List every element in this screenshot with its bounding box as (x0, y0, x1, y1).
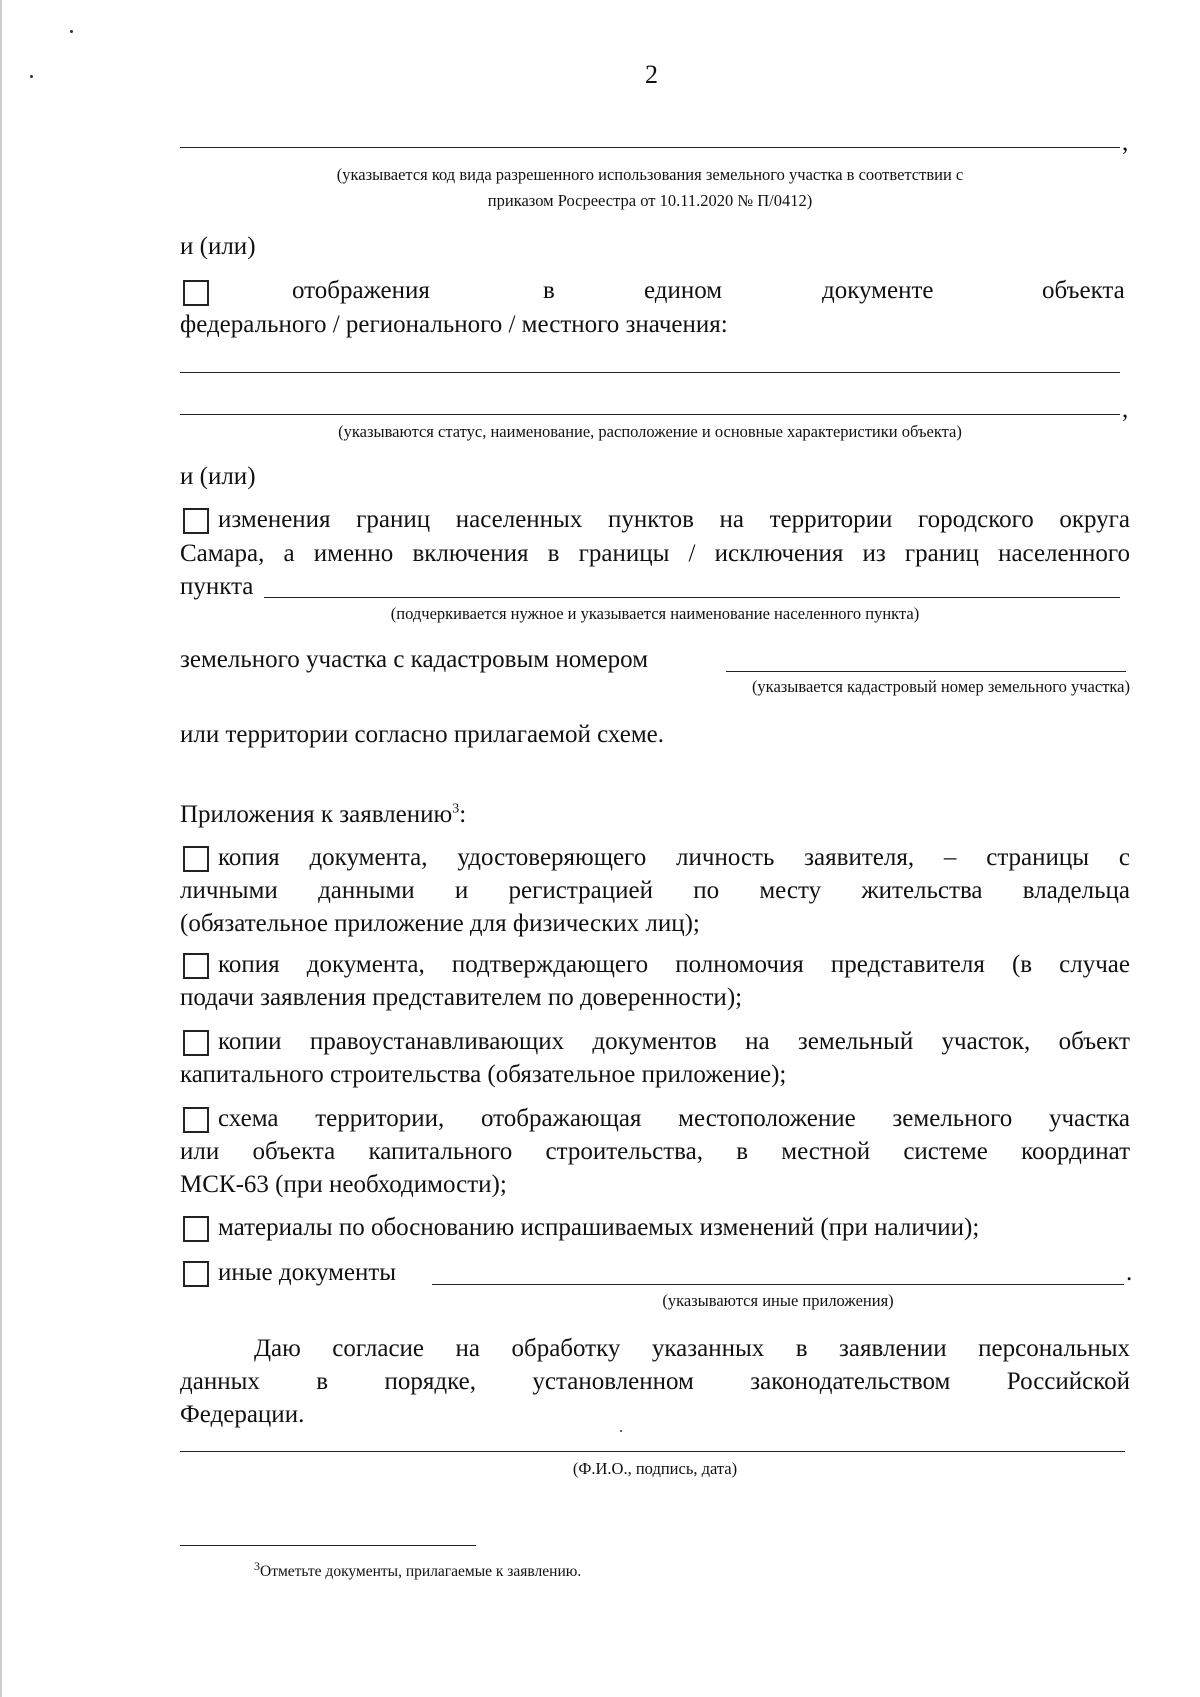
display-word: документе (822, 277, 934, 304)
attachment-checkbox-other[interactable] (183, 1261, 209, 1287)
footnote-ref: 3 (452, 801, 460, 817)
scan-left-edge (0, 0, 2, 1697)
attachment-item-line: материалы по обоснованию испрашиваемых изменений (при наличии); (218, 1214, 980, 1241)
consent-line-1: Даю согласие на обработку указанных в заявлении персональных (254, 1335, 1130, 1362)
attachment-checkbox-authority-copy[interactable] (183, 953, 209, 979)
other-documents-field[interactable] (432, 1284, 1124, 1285)
object-info-line-2 (180, 414, 1120, 415)
signature-field[interactable] (180, 1451, 1125, 1452)
footnote-text: Отметьте документы, прилагаемые к заявлению. (260, 1563, 582, 1580)
land-use-caption-1: (указывается код вида разрешенного использования земельного участка в соответствии с (336, 165, 964, 184)
boundaries-checkbox[interactable] (183, 508, 209, 534)
attachment-item-line: копии правоустанавливающих документов на земельный участок, объект (218, 1028, 1130, 1055)
attachment-item-line: схема территории, отображающая местоположение земельного участка (218, 1105, 1130, 1132)
settlement-caption: (подчеркивается нужное и указывается наименование населенного пункта) (390, 604, 920, 623)
attachment-checkbox-id-copy[interactable] (183, 846, 209, 872)
line-comma: , (1122, 129, 1129, 156)
attachment-item-line: МСК-63 (при необходимости); (180, 1171, 507, 1198)
display-object-checkbox[interactable] (183, 280, 209, 306)
attachment-item-line: личными данными и регистрацией по месту жительства владельца (180, 877, 1130, 904)
object-info-caption: (указываются статус, наименование, расположение и основные характеристики объекта) (338, 422, 962, 441)
display-option-text: федерального / регионального / местного значения: (180, 311, 728, 338)
boundaries-text-line-2: Самара, а именно включения в границы / исключения из границ населенного (180, 540, 1130, 567)
scheme-text: или территории согласно прилагаемой схеме. (180, 721, 664, 748)
land-use-code-line (180, 147, 1120, 148)
settlement-name-field[interactable] (264, 597, 1120, 598)
attachment-item-line: (обязательное приложение для физических лиц); (180, 910, 700, 937)
other-documents-caption: (указываются иные приложения) (662, 1291, 894, 1310)
land-use-caption-2: приказом Росреестра от 10.11.2020 № П/0412) (487, 191, 813, 210)
heading-colon: : (459, 801, 467, 828)
attachments-heading-text: Приложения к заявлению (180, 801, 453, 828)
or-label: и (или) (180, 463, 256, 490)
line-comma: , (1122, 396, 1129, 423)
signature-caption: (Ф.И.О., подпись, дата) (572, 1459, 738, 1478)
attachment-item-line: капитального строительства (обязательное приложение); (180, 1061, 787, 1088)
object-info-line-1 (180, 372, 1120, 373)
attachment-item-line: или объекта капитального строительства, в местной системе координат (180, 1138, 1130, 1165)
consent-line-2: данных в порядке, установленном законодательством Российской (180, 1368, 1130, 1395)
footnote (254, 1558, 582, 1582)
attachment-checkbox-title-documents[interactable] (183, 1030, 209, 1056)
attachment-checkbox-justification[interactable] (183, 1216, 209, 1242)
page-number: 2 (645, 60, 658, 89)
attachment-item-line: подачи заявления представителем по доверенности); (180, 984, 743, 1011)
consent-line-3: Федерации. (180, 1401, 305, 1428)
scan-speck (620, 1430, 622, 1432)
attachments-heading (180, 798, 466, 831)
attachment-item-line: копия документа, удостоверяющего личность заявителя, – страницы с (218, 844, 1130, 871)
or-label: и (или) (180, 233, 256, 260)
attachment-checkbox-territory-scheme[interactable] (183, 1107, 209, 1133)
display-word: в (543, 277, 555, 304)
scan-speck (30, 75, 33, 78)
other-documents-period: . (1126, 1259, 1133, 1286)
footnote-number: 3 (254, 1558, 260, 1573)
attachment-item-line: копия документа, подтверждающего полномочия представителя (в случае (218, 951, 1130, 978)
display-word: объекта (1042, 277, 1125, 304)
display-word: едином (644, 277, 723, 304)
display-word: отображения (292, 277, 430, 304)
footnote-separator (180, 1545, 476, 1546)
boundaries-text-line-1: изменения границ населенных пунктов на территории городского округа (218, 506, 1130, 533)
other-documents-label: иные документы (218, 1259, 397, 1286)
cadastral-number-field[interactable] (726, 671, 1126, 672)
cadastral-label: земельного участка с кадастровым номером (180, 646, 649, 673)
boundaries-text-line-3: пункта (180, 573, 254, 600)
scan-speck (70, 30, 73, 33)
cadastral-caption: (указывается кадастровый номер земельного участка) (751, 677, 1130, 696)
